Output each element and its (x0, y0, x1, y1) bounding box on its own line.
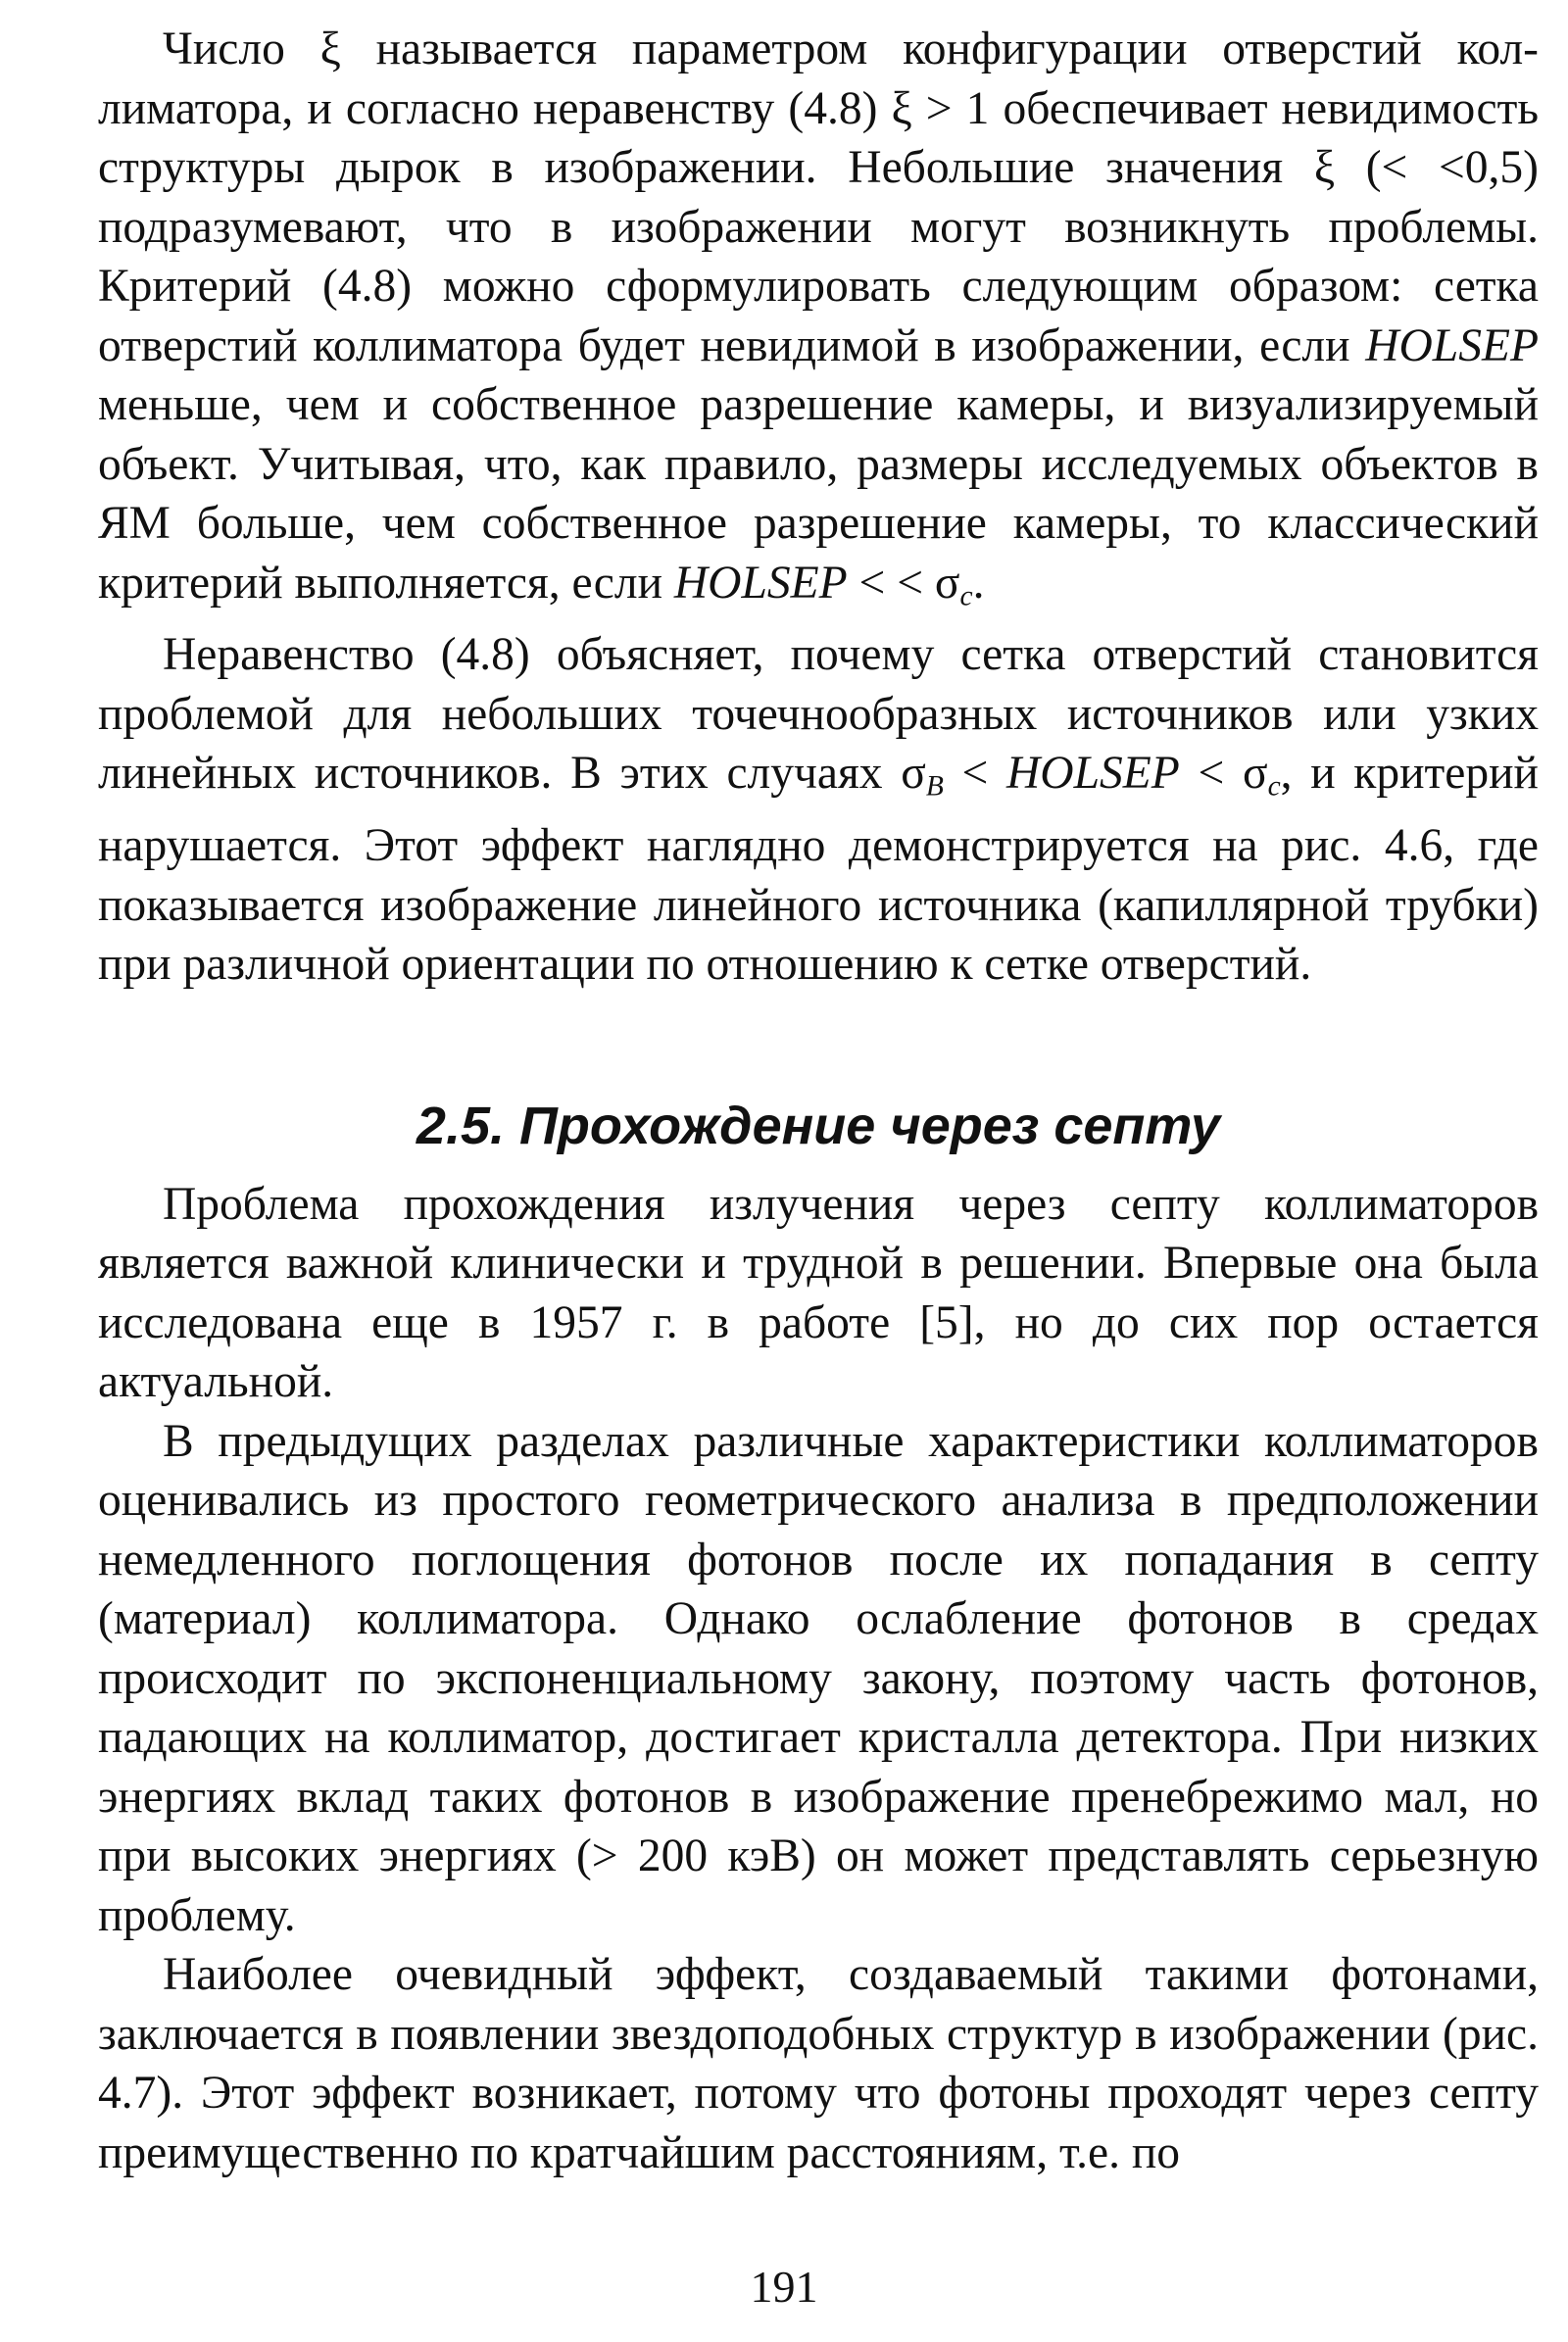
text-run: В предыдущих разделах различные характеристики коллиматоров оценивались из простого геометрического анализа в предположении немедленного поглощения фотонов после их попадания в септу (материал) коллиматора. Однако ослабление фотонов в средах происходит по экспоненциальному закону, поэтому часть фотонов, падающих на коллиматор, достигает кристалла детектора. При низких энергиях вклад таких фотонов в изображение пренебрежимо мал, но при высоких энергиях (> 200 кэВ) он может представлять серьезную проблему. (98, 1415, 1539, 1941)
page-number: 191 (750, 2262, 818, 2312)
text-run: Наиболее очевидный эффект, создаваемый такими фотонами, заключается в появлении звездоподобных структур в изображении (рис. 4.7). Этот эффект возникает, потому что фотоны проходят через септу преимущественно по кратчайшим расстояниям, т.е. по (98, 1949, 1539, 2178)
italic-term: HOLSEP (673, 557, 848, 609)
text-run: < < σ (847, 557, 960, 609)
subscript-text: c (1267, 770, 1281, 803)
body-text-section (98, 1175, 1539, 2183)
text-run: , и критерий нарушается. Этот эффект наглядно демонстрируется на рис. 4.6, где показывается изображение линейного источника (капиллярной трубки) при различной ориентации по отношению к сетке отверстий. (98, 748, 1539, 991)
text-run: меньше, чем и собственное разрешение камеры, и визуализируемый объект. Учитывая, что, как правило, размеры исследуемых объектов в ЯМ больше, чем собственное разрешение камеры, то классический критерий выполняется, если (98, 379, 1539, 609)
text-run: Число ξ называется параметром конфигурации отверстий коллиматора, и согласно неравенству (4.8) ξ > 1 обеспечивает невидимость структуры дырок в изображении. Небольшие значения ξ (< <0,5) подразумевают, что в изображении могут возникнуть проблемы. Критерий (4.8) можно сформулировать следующим образом: сетка отверстий коллиматора будет невидимой в изображении, если (98, 24, 1539, 371)
paragraph (98, 1412, 1539, 1946)
italic-term: HOLSEP (1365, 319, 1539, 371)
text-run: Неравенство (4.8) объясняет, почему сетка отверстий становится проблемой для небольших точечнообразных источников или узких линейных источников. В этих случаях σ (98, 629, 1539, 800)
subscript-text: B (925, 770, 944, 803)
text-run: < σ (1179, 748, 1268, 800)
document-page (98, 20, 1539, 2313)
text-run: < (943, 748, 1006, 800)
paragraph (98, 20, 1539, 625)
italic-term: HOLSEP (1005, 748, 1180, 800)
subscript-text: c (959, 579, 973, 611)
text-run: . (972, 557, 985, 609)
paragraph (98, 625, 1539, 994)
text-run: Проблема прохождения излучения через септу коллиматоров является важной клинически и трудной в решении. Впервые она была исследована еще в 1957 г. в работе [5], но до сих пор остается актуальной. (98, 1178, 1539, 1408)
section-heading: 2.5. Прохождение через септу (416, 1096, 1221, 1155)
paragraph (98, 1945, 1539, 2182)
body-text-top (98, 20, 1539, 995)
paragraph (98, 1175, 1539, 1412)
